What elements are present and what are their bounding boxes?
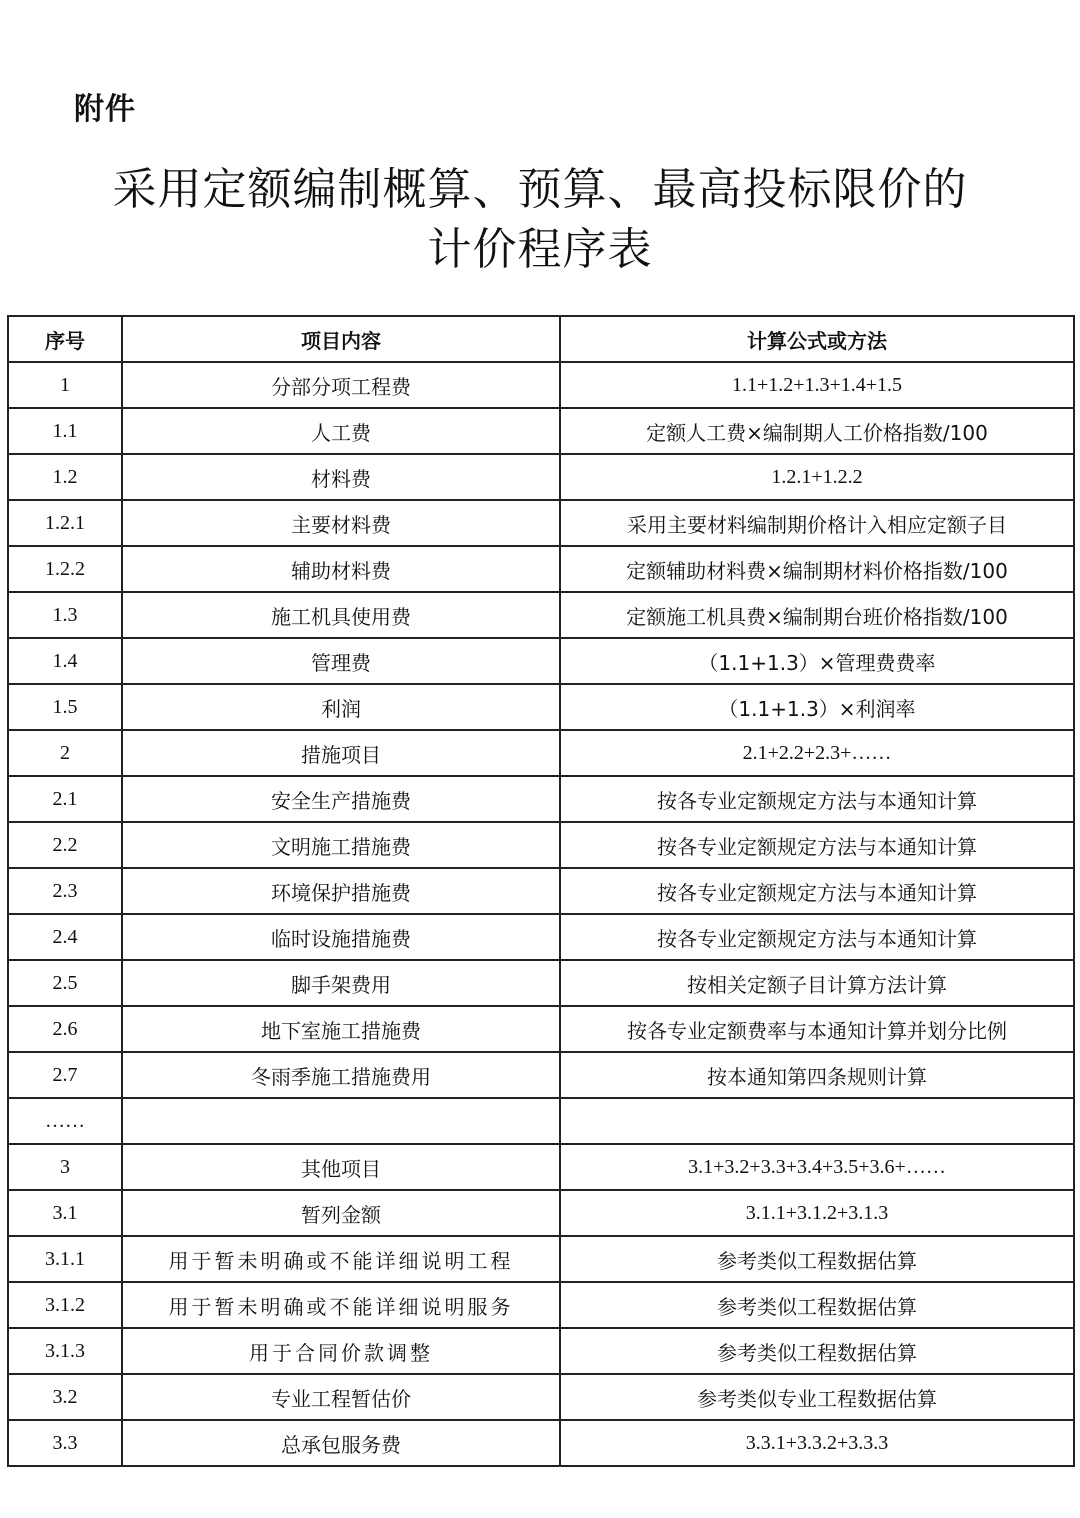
table-row (8, 500, 1074, 546)
row-formula: （1.1+1.3）×利润率 (560, 684, 1074, 730)
row-formula: 1.1+1.2+1.3+1.4+1.5 (560, 362, 1074, 408)
row-no: 1.2.2 (8, 546, 122, 592)
row-item: 安全生产措施费 (122, 776, 560, 822)
table-header-row (8, 316, 1074, 362)
row-no: 3.1.3 (8, 1328, 122, 1374)
row-no: 2.3 (8, 868, 122, 914)
row-formula: 1.2.1+1.2.2 (560, 454, 1074, 500)
row-no: 2.1 (8, 776, 122, 822)
table-row (8, 1282, 1074, 1328)
row-item: 文明施工措施费 (122, 822, 560, 868)
row-no: 2.2 (8, 822, 122, 868)
row-item: 地下室施工措施费 (122, 1006, 560, 1052)
row-item: 环境保护措施费 (122, 868, 560, 914)
table-row (8, 1420, 1074, 1466)
table-row (8, 592, 1074, 638)
row-no: 3.2 (8, 1374, 122, 1420)
row-item: 施工机具使用费 (122, 592, 560, 638)
table-row (8, 776, 1074, 822)
table-row (8, 1236, 1074, 1282)
row-formula: 按各专业定额规定方法与本通知计算 (560, 914, 1074, 960)
row-item (122, 1098, 560, 1144)
row-item: 措施项目 (122, 730, 560, 776)
table-row (8, 868, 1074, 914)
row-item: 人工费 (122, 408, 560, 454)
row-formula: 3.3.1+3.3.2+3.3.3 (560, 1420, 1074, 1466)
table-row (8, 1098, 1074, 1144)
row-item: 材料费 (122, 454, 560, 500)
row-formula: 按各专业定额费率与本通知计算并划分比例 (560, 1006, 1074, 1052)
row-no: 2.7 (8, 1052, 122, 1098)
row-formula: 参考类似工程数据估算 (560, 1236, 1074, 1282)
table-row (8, 730, 1074, 776)
row-no: 1.3 (8, 592, 122, 638)
row-formula: 定额辅助材料费×编制期材料价格指数/100 (560, 546, 1074, 592)
table-row (8, 960, 1074, 1006)
row-formula: 采用主要材料编制期价格计入相应定额子目 (560, 500, 1074, 546)
table-row (8, 914, 1074, 960)
attachment-label: 附件 (74, 92, 136, 127)
row-item: 总承包服务费 (122, 1420, 560, 1466)
table-row (8, 1328, 1074, 1374)
row-no: 1 (8, 362, 122, 408)
table-row (8, 362, 1074, 408)
row-formula: 按本通知第四条规则计算 (560, 1052, 1074, 1098)
row-no: 2 (8, 730, 122, 776)
table-row (8, 546, 1074, 592)
column-header-no: 序号 (8, 316, 122, 362)
row-formula: （1.1+1.3）×管理费费率 (560, 638, 1074, 684)
table-row (8, 684, 1074, 730)
row-item: 用于暂未明确或不能详细说明工程 (122, 1236, 560, 1282)
row-item: 用于暂未明确或不能详细说明服务 (122, 1282, 560, 1328)
row-item: 临时设施措施费 (122, 914, 560, 960)
row-no: 2.4 (8, 914, 122, 960)
table-row (8, 1144, 1074, 1190)
row-formula: 按各专业定额规定方法与本通知计算 (560, 776, 1074, 822)
row-item: 用于合同价款调整 (122, 1328, 560, 1374)
row-item: 暂列金额 (122, 1190, 560, 1236)
table-row (8, 454, 1074, 500)
row-formula: 按各专业定额规定方法与本通知计算 (560, 822, 1074, 868)
row-no: 3.1.1 (8, 1236, 122, 1282)
row-no: 2.6 (8, 1006, 122, 1052)
title-line-1: 采用定额编制概算、预算、最高投标限价的 (112, 164, 968, 215)
row-formula: 按相关定额子目计算方法计算 (560, 960, 1074, 1006)
title-line-2: 计价程序表 (427, 224, 653, 275)
row-item: 利润 (122, 684, 560, 730)
table-row (8, 408, 1074, 454)
row-no: 2.5 (8, 960, 122, 1006)
table-row (8, 1374, 1074, 1420)
row-no: 1.2.1 (8, 500, 122, 546)
table-row (8, 822, 1074, 868)
row-formula: 参考类似专业工程数据估算 (560, 1374, 1074, 1420)
table-row (8, 1006, 1074, 1052)
row-formula: 3.1.1+3.1.2+3.1.3 (560, 1190, 1074, 1236)
row-no: 1.1 (8, 408, 122, 454)
document-title (0, 160, 1080, 280)
row-item: 其他项目 (122, 1144, 560, 1190)
row-item: 主要材料费 (122, 500, 560, 546)
row-item: 脚手架费用 (122, 960, 560, 1006)
row-formula: 参考类似工程数据估算 (560, 1328, 1074, 1374)
row-no: 3.3 (8, 1420, 122, 1466)
row-formula: 定额人工费×编制期人工价格指数/100 (560, 408, 1074, 454)
row-no: 1.2 (8, 454, 122, 500)
row-item: 专业工程暂估价 (122, 1374, 560, 1420)
column-header-formula: 计算公式或方法 (560, 316, 1074, 362)
row-no: 3.1.2 (8, 1282, 122, 1328)
table-row (8, 1052, 1074, 1098)
row-formula (560, 1098, 1074, 1144)
table-row (8, 1190, 1074, 1236)
row-formula: 定额施工机具费×编制期台班价格指数/100 (560, 592, 1074, 638)
row-no: 1.4 (8, 638, 122, 684)
row-item: 分部分项工程费 (122, 362, 560, 408)
row-item: 管理费 (122, 638, 560, 684)
row-no: 3.1 (8, 1190, 122, 1236)
row-no: 1.5 (8, 684, 122, 730)
row-formula: 参考类似工程数据估算 (560, 1282, 1074, 1328)
row-item: 辅助材料费 (122, 546, 560, 592)
row-formula: 2.1+2.2+2.3+…… (560, 730, 1074, 776)
pricing-procedure-table (7, 315, 1075, 1467)
row-formula: 按各专业定额规定方法与本通知计算 (560, 868, 1074, 914)
table-row (8, 638, 1074, 684)
row-no: …… (8, 1098, 122, 1144)
column-header-item: 项目内容 (122, 316, 560, 362)
row-item: 冬雨季施工措施费用 (122, 1052, 560, 1098)
row-formula: 3.1+3.2+3.3+3.4+3.5+3.6+…… (560, 1144, 1074, 1190)
row-no: 3 (8, 1144, 122, 1190)
